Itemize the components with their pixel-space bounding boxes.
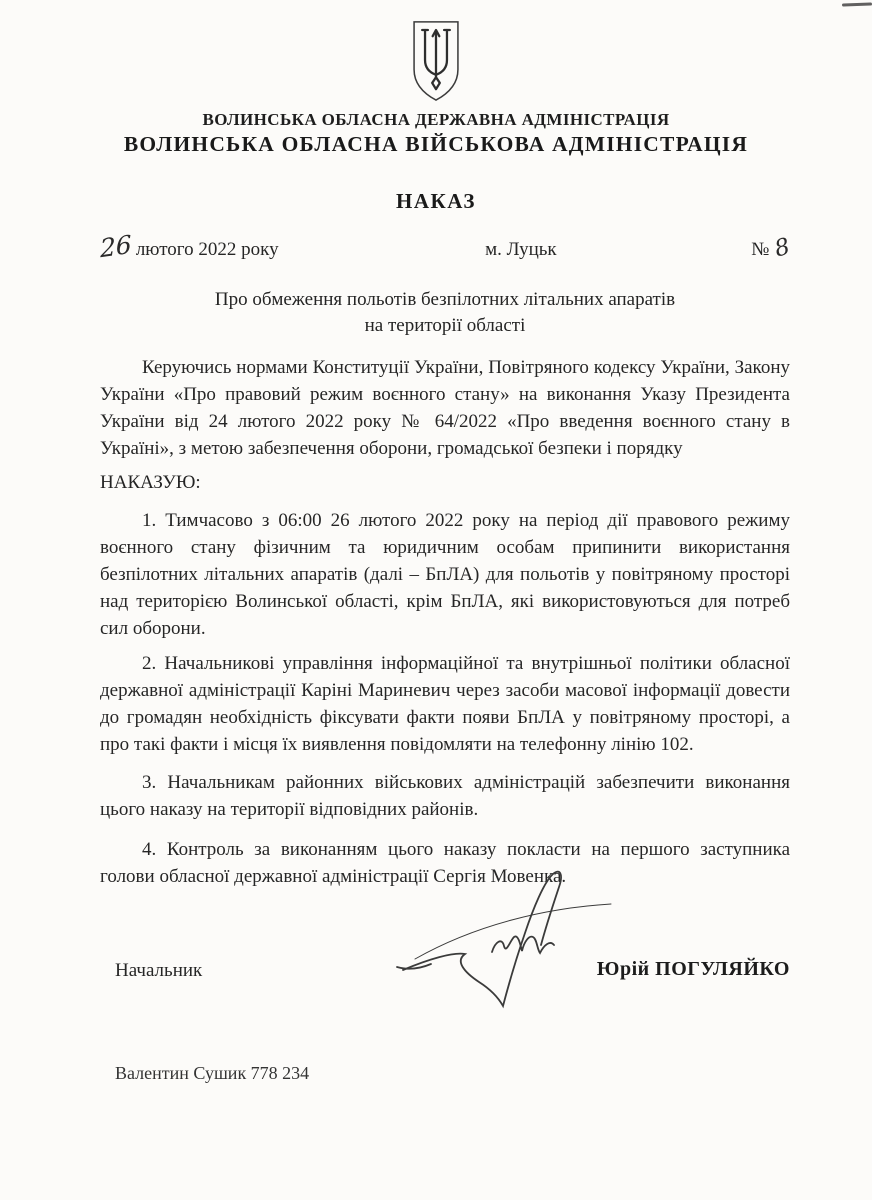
- order-item-4: 4. Контроль за виконанням цього наказу покласти на першого заступника голови обласної державної адміністрації Сергія Мовенка.: [100, 839, 790, 887]
- document-title: [100, 287, 790, 339]
- signature-block: [100, 920, 790, 1045]
- signer-name: Юрій ПОГУЛЯЙКО: [596, 958, 790, 980]
- date-place-number-row: [99, 229, 793, 264]
- document-date: [99, 229, 279, 264]
- handwritten-number: 8: [772, 233, 793, 263]
- number-sign: №: [751, 239, 770, 260]
- order-word: НАКАЗУЮ:: [100, 472, 201, 493]
- document-type-heading: НАКАЗ: [396, 189, 476, 213]
- org-name-military-administration: ВОЛИНСЬКА ОБЛАСНА ВІЙСЬКОВА АДМІНІСТРАЦІЯ: [123, 132, 749, 156]
- order-item-2: 2. Начальникові управління інформаційної та внутрішньої політики обласної державної адміністрації Каріні Мариневич через засоби масової інформації довести до громадян необхідність фіксувати факти появи БпЛА у повітряному просторі, а про такі факти і місця їх виявлення повідомляти на телефонну лінію 102.: [100, 653, 790, 755]
- document-content: [0, 229, 872, 1084]
- date-text: лютого 2022 року: [135, 239, 279, 260]
- signer-position: Начальник: [115, 960, 203, 981]
- document-title-line2: на території області: [364, 315, 526, 336]
- document-number: [751, 233, 793, 263]
- executor-line: Валентин Сушик 778 234: [115, 1063, 310, 1083]
- preamble-paragraph: Керуючись нормами Конституції України, Повітряного кодексу України, Закону України «Про правовий режим воєнного стану» на виконання Указу Президента України від 24 лютого 2022 року № 64/2022 «Про введення воєнного стану в Україні», з метою забезпечення оборони, громадської безпеки і порядку: [100, 357, 790, 459]
- order-item-3: 3. Начальникам районних військових адміністрацій забезпечити виконання цього наказу на території відповідних районів.: [100, 772, 790, 820]
- document-title-line1: Про обмеження польотів безпілотних літальних апаратів: [214, 289, 676, 310]
- order-item-1: 1. Тимчасово з 06:00 26 лютого 2022 року на період дії правового режиму воєнного стану фізичним та юридичним особам припинити використання безпілотних літальних апаратів (далі – БпЛА) для польотів у повітряному просторі над територією Волинської області, крім БпЛА, які використовуються для потреб сил оборони.: [100, 510, 790, 639]
- document-place: м. Луцьк: [485, 239, 557, 260]
- handwritten-day: 26: [99, 229, 133, 264]
- scan-artifact: [842, 2, 872, 6]
- handwritten-signature: [395, 867, 620, 1017]
- org-name-state-administration: ВОЛИНСЬКА ОБЛАСНА ДЕРЖАВНА АДМІНІСТРАЦІЯ: [202, 110, 670, 129]
- ukraine-trident-emblem-icon: [409, 20, 463, 102]
